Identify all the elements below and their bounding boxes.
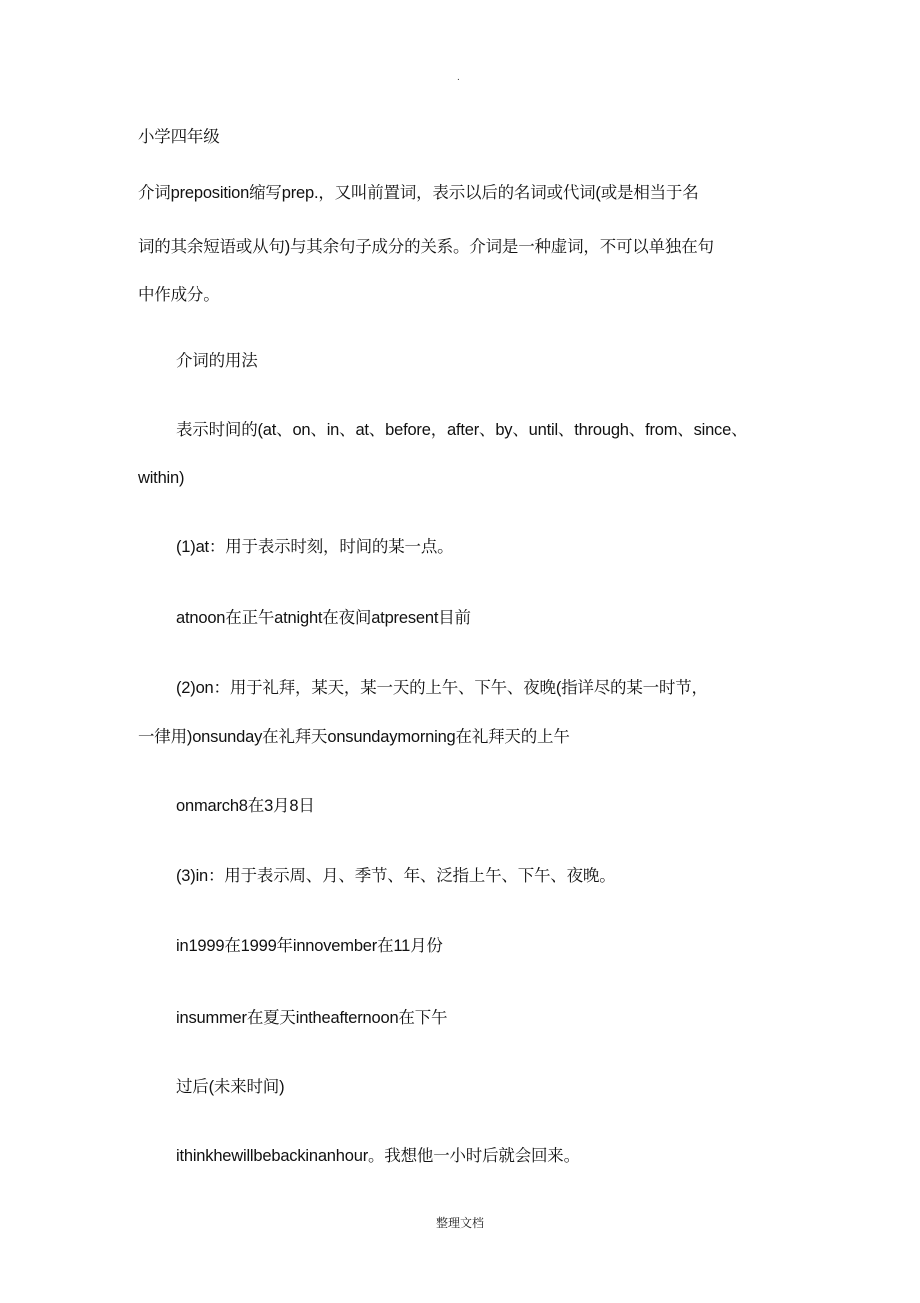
- paragraph-line: 表示时间的(at、on、in、at、before，after、by、until、through、from、since、: [176, 421, 748, 439]
- grade-title: 小学四年级: [138, 128, 220, 146]
- paragraph-line: 介词preposition缩写prep.，又叫前置词，表示以后的名词或代词(或是相当于名: [138, 184, 699, 202]
- example-line: in1999在1999年innovember在11月份: [176, 937, 443, 955]
- paragraph-line: within): [138, 469, 185, 487]
- example-line: insummer在夏天intheafternoon在下午: [176, 1009, 448, 1027]
- page-footer: 整理文档: [435, 1216, 484, 1230]
- paragraph-line: 中作成分。: [138, 286, 220, 304]
- paragraph-line: (1)at：用于表示时刻，时间的某一点。: [176, 538, 454, 556]
- section-heading: 介词的用法: [176, 352, 258, 370]
- paragraph-line: (3)in：用于表示周、月、季节、年、泛指上午、下午、夜晚。: [176, 867, 616, 885]
- paragraph-line: 过后(未来时间): [176, 1078, 285, 1096]
- paragraph-line: (2)on：用于礼拜，某天，某一天的上午、下午、夜晚(指详尽的某一时节，: [176, 679, 708, 697]
- example-line: onmarch8在3月8日: [176, 797, 315, 815]
- example-line: ithinkhewillbebackinanhour。我想他一小时后就会回来。: [176, 1147, 580, 1165]
- example-line: 一律用)onsunday在礼拜天onsundaymorning在礼拜天的上午: [138, 728, 570, 746]
- page-header-mark: .: [457, 72, 460, 83]
- paragraph-line: 词的其余短语或从句)与其余句子成分的关系。介词是一种虚词，不可以单独在句: [138, 238, 714, 256]
- example-line: atnoon在正午atnight在夜间atpresent目前: [176, 609, 471, 627]
